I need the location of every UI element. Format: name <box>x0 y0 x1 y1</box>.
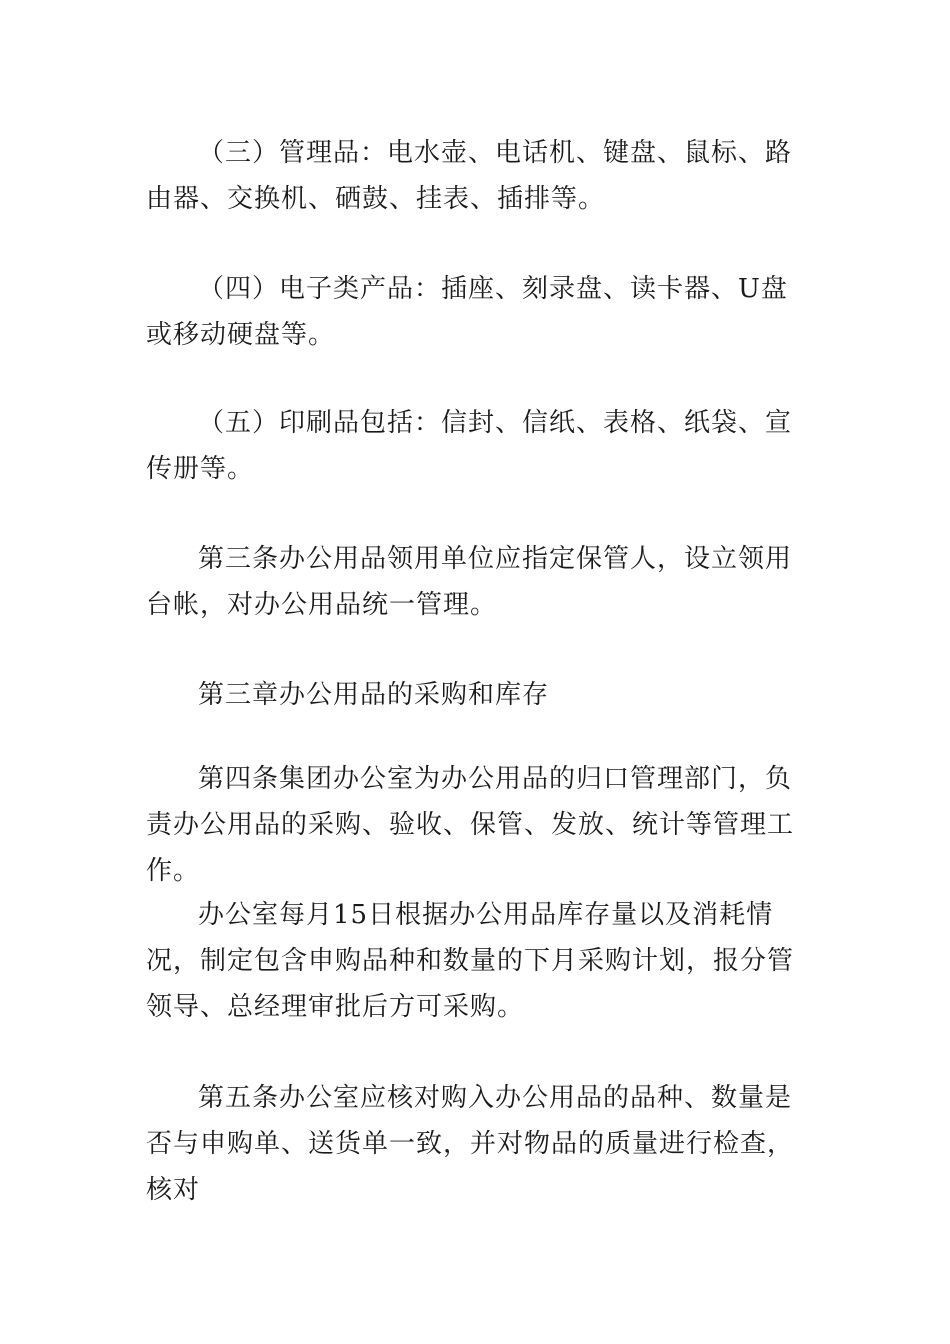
paragraph-article-3: 第三条办公用品领用单位应指定保管人，设立领用台帐，对办公用品统一管理。 <box>146 544 793 620</box>
paragraph-article-5: 第五条办公室应核对购入办公用品的品种、数量是否与申购单、送货单一致，并对物品的质量进行检查，核对 <box>146 1083 795 1205</box>
paragraph-monthly-purchase-plan: 办公室每月15日根据办公用品库存量以及消耗情况，制定包含申购品种和数量的下月采购计划，报分管领导、总经理审批后方可采购。 <box>146 900 795 1022</box>
paragraph-electronic-products: （四）电子类产品：插座、刻录盘、读卡器、U盘或移动硬盘等。 <box>146 274 788 350</box>
paragraph-management-items: （三）管理品：电水壶、电话机、键盘、鼠标、路由器、交换机、硒鼓、挂表、插排等。 <box>146 138 793 214</box>
chapter-3-heading: 第三章办公用品的采购和库存 <box>198 680 550 710</box>
paragraph-article-4: 第四条集团办公室为办公用品的归口管理部门，负责办公用品的采购、验收、保管、发放、统计等管理工作。 <box>146 764 795 886</box>
paragraph-printed-materials: （五）印刷品包括：信封、信纸、表格、纸袋、宣传册等。 <box>146 408 793 484</box>
